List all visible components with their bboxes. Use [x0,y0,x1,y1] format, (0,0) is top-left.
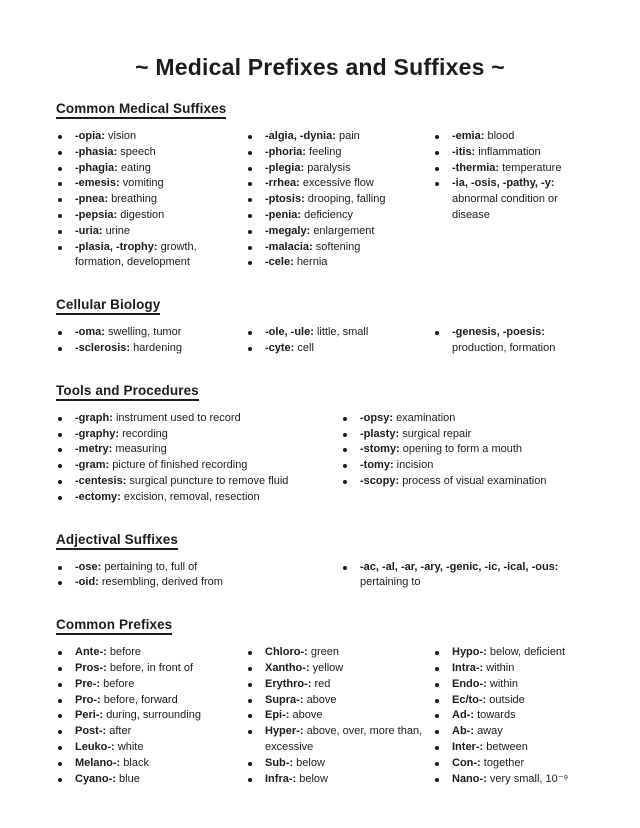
term-definition: paralysis [307,161,351,174]
list-item [56,560,341,576]
list-item [246,224,433,240]
term-label: Hyper-: [265,725,304,738]
term-definition: inflammation [478,145,541,158]
term-label: -penia: [265,208,302,221]
list-item [433,145,605,161]
list-item [433,740,605,756]
bullet-column [56,411,341,506]
list-item [433,772,605,788]
list-item [56,474,341,490]
term-definition: pain [338,130,360,142]
term-definition: hardening [133,341,183,354]
term-label: -plasia, -trophy: [75,240,158,253]
list-item [56,693,246,709]
term-definition: green [310,646,339,659]
term-label: Hypo-: [452,646,487,659]
term-definition: after [109,725,132,738]
list-item [56,490,341,506]
list-item [56,677,246,693]
term-definition: surgical repair [402,427,472,440]
bullet-column [433,129,605,224]
term-definition: outside [489,693,525,706]
list-item [433,129,605,145]
term-definition: yellow [312,661,344,674]
columns-row [56,129,610,271]
list-item [56,661,246,677]
term-label: Pre-: [75,677,101,690]
list-item [433,176,605,223]
term-label: -metry: [75,443,113,456]
section-heading: Adjectival Suffixes [56,532,178,550]
list-item [246,192,433,208]
term-definition: instrument used to record [115,411,241,424]
list-item [246,693,433,709]
term-label: -graphy: [75,427,119,440]
list-item [433,677,605,693]
list-item [433,661,605,677]
list-item [246,129,433,145]
term-label: -opia: [75,130,105,142]
term-definition: eating [120,161,151,174]
term-label: -ectomy: [75,490,121,503]
section-adjectival-suffixes [56,531,610,592]
term-definition: excision, removal, resection [123,490,260,503]
term-definition: away [477,725,503,738]
term-definition: vision [108,130,137,142]
term-label: -malacia: [265,240,313,253]
term-definition: together [483,756,525,769]
term-label: -oid: [75,576,99,589]
term-definition: examination [396,411,456,424]
term-label: -stomy: [360,443,400,456]
list-item [56,756,246,772]
term-label: -pnea: [75,193,108,206]
term-definition: blue [119,772,140,785]
list-item [433,325,605,357]
term-label: -plasty: [360,427,400,440]
term-definition: opening to form a mouth [402,443,523,456]
term-label: -centesis: [75,474,127,487]
columns-row [56,645,610,787]
term-label: -genesis, -poesis: [452,326,545,339]
list-item [56,458,341,474]
term-label: -cele: [265,256,294,269]
list-item [56,740,246,756]
list-item [246,661,433,677]
term-label: -plegia: [265,161,305,174]
list-item [433,724,605,740]
list-item [56,208,246,224]
term-definition: production, formation [452,341,556,354]
term-definition: above [292,709,323,722]
list-item [246,772,433,788]
term-definition: surgical puncture to remove fluid [129,474,289,487]
term-label: Cyano-: [75,772,116,785]
section-heading: Common Medical Suffixes [56,101,226,119]
list-item [56,708,246,724]
list-item [341,458,610,474]
term-label: -phasia: [75,145,118,158]
term-definition: pertaining to, full of [104,560,198,573]
term-label: Inter-: [452,740,484,753]
term-definition: above, over, more than, excessive [265,725,423,753]
term-definition: process of visual examination [402,474,547,487]
term-label: Post-: [75,725,107,738]
bullet-column [433,645,605,787]
sections-container [56,100,610,787]
list-item [56,724,246,740]
bullet-column [56,325,246,357]
term-definition: below [299,772,328,785]
columns-row [56,325,610,357]
term-definition: enlargement [313,224,375,237]
term-label: -opsy: [360,411,393,424]
term-label: Ab-: [452,725,474,738]
term-label: Erythro-: [265,677,312,690]
term-definition: white [117,740,144,753]
columns-row [56,560,610,592]
term-definition: towards [477,709,516,722]
term-definition: growth, formation, development [75,240,197,269]
term-label: -ose: [75,560,102,573]
list-item [246,724,433,756]
list-item [56,161,246,177]
term-label: Nano-: [452,772,487,785]
term-definition: black [123,756,149,769]
term-label: Epi-: [265,709,290,722]
term-label: -algia, -dynia: [265,130,336,142]
term-definition: within [486,661,515,674]
term-definition: vomiting [122,177,164,190]
list-item [341,474,610,490]
list-item [56,575,341,591]
list-item [433,708,605,724]
term-label: Pro-: [75,693,101,706]
list-item [246,176,433,192]
term-label: Endo-: [452,677,487,690]
term-label: -ole, -ule: [265,326,314,339]
list-item [246,756,433,772]
list-item [433,161,605,177]
term-label: Ad-: [452,709,474,722]
list-item [56,240,246,272]
bullet-column [246,129,433,271]
term-label: -ptosis: [265,193,305,206]
list-item [341,560,610,592]
list-item [246,145,433,161]
term-definition: before, forward [103,693,178,706]
term-label: -pepsia: [75,208,118,221]
list-item [246,161,433,177]
list-item [56,411,341,427]
section-heading: Common Prefixes [56,617,172,635]
section-cellular-biology [56,296,610,357]
term-definition: resembling, derived from [101,576,223,589]
term-definition: cell [297,341,314,354]
list-item [246,341,433,357]
term-definition: within [489,677,519,690]
term-definition: before, in front of [109,661,194,674]
section-heading: Cellular Biology [56,297,160,315]
term-label: -itis: [452,145,476,158]
section-common-medical-suffixes [56,100,610,271]
term-definition: measuring [115,443,167,456]
term-label: Xantho-: [265,661,310,674]
term-definition: digestion [120,208,165,221]
section-common-prefixes [56,616,610,787]
bullet-column [246,325,433,357]
term-definition: during, surrounding [106,709,201,722]
term-definition: excessive flow [302,177,374,190]
page-title: ~ Medical Prefixes and Suffixes ~ [135,54,505,80]
term-label: -rrhea: [265,177,300,190]
bullet-column [341,411,610,490]
term-definition: feeling [309,145,342,158]
term-definition: urine [105,224,131,237]
list-item [246,645,433,661]
bullet-column [56,560,341,592]
term-label: -cyte: [265,341,295,354]
bullet-column [433,325,605,357]
term-definition: very small, 10⁻⁹ [489,772,569,785]
list-item [246,255,433,271]
term-label: Peri-: [75,709,104,722]
list-item [56,427,341,443]
list-item [56,224,246,240]
list-item [433,645,605,661]
section-heading: Tools and Procedures [56,383,199,401]
term-label: Supra-: [265,693,304,706]
term-definition: between [486,740,528,753]
list-item [433,756,605,772]
term-label: -ac, -al, -ar, -ary, -genic, -ic, -ical, -ous: [360,560,559,573]
term-label: Sub-: [265,756,294,769]
term-definition: speech [120,145,156,158]
term-label: -oma: [75,326,105,339]
list-item [246,208,433,224]
term-label: -ia, -osis, -pathy, -y: [452,177,555,190]
term-definition: swelling, tumor [108,326,182,339]
term-label: -thermia: [452,161,500,174]
term-label: -emesis: [75,177,120,190]
term-label: -gram: [75,459,110,472]
term-definition: blood [487,130,515,142]
bullet-column [341,560,610,592]
term-label: -graph: [75,411,113,424]
term-definition: temperature [502,161,562,174]
term-definition: little, small [316,326,369,339]
term-definition: below, deficient [489,646,566,659]
term-label: -scopy: [360,474,400,487]
bullet-column [56,645,246,787]
term-definition: abnormal condition or disease [452,193,558,221]
term-label: -emia: [452,130,485,142]
term-definition: recording [122,427,168,440]
term-label: Chloro-: [265,646,308,659]
term-label: -phagia: [75,161,118,174]
list-item [246,677,433,693]
term-label: -tomy: [360,459,394,472]
term-label: Intra-: [452,661,484,674]
list-item [56,772,246,788]
section-tools-and-procedures [56,382,610,506]
list-item [56,176,246,192]
term-label: Con-: [452,756,481,769]
list-item [56,325,246,341]
term-definition: breathing [111,193,157,206]
term-definition: softening [315,240,361,253]
term-label: -uria: [75,224,103,237]
list-item [56,129,246,145]
term-label: Ante-: [75,646,107,659]
list-item [341,442,610,458]
list-item [56,341,246,357]
term-label: Melano-: [75,756,121,769]
term-definition: hernia [296,256,328,269]
list-item [246,240,433,256]
list-item [341,427,610,443]
term-label: Leuko-: [75,740,115,753]
term-label: Pros-: [75,661,107,674]
term-label: Ec/to-: [452,693,487,706]
list-item [56,645,246,661]
columns-row [56,411,610,506]
list-item [246,325,433,341]
list-item [56,442,341,458]
list-item [341,411,610,427]
term-definition: red [314,677,331,690]
list-item [56,192,246,208]
list-item [433,693,605,709]
term-definition: below [296,756,325,769]
term-definition: before [103,677,135,690]
term-definition: drooping, falling [307,193,386,206]
bullet-column [56,129,246,271]
list-item [246,708,433,724]
term-definition: incision [396,459,434,472]
bullet-column [246,645,433,787]
term-label: -megaly: [265,224,311,237]
list-item [56,145,246,161]
term-label: -phoria: [265,145,306,158]
term-definition: before [109,646,142,659]
term-label: -sclerosis: [75,341,131,354]
term-definition: deficiency [304,208,354,221]
term-definition: pertaining to [360,576,421,589]
term-label: Infra-: [265,772,297,785]
term-definition: above [306,693,337,706]
term-definition: picture of finished recording [112,459,248,472]
